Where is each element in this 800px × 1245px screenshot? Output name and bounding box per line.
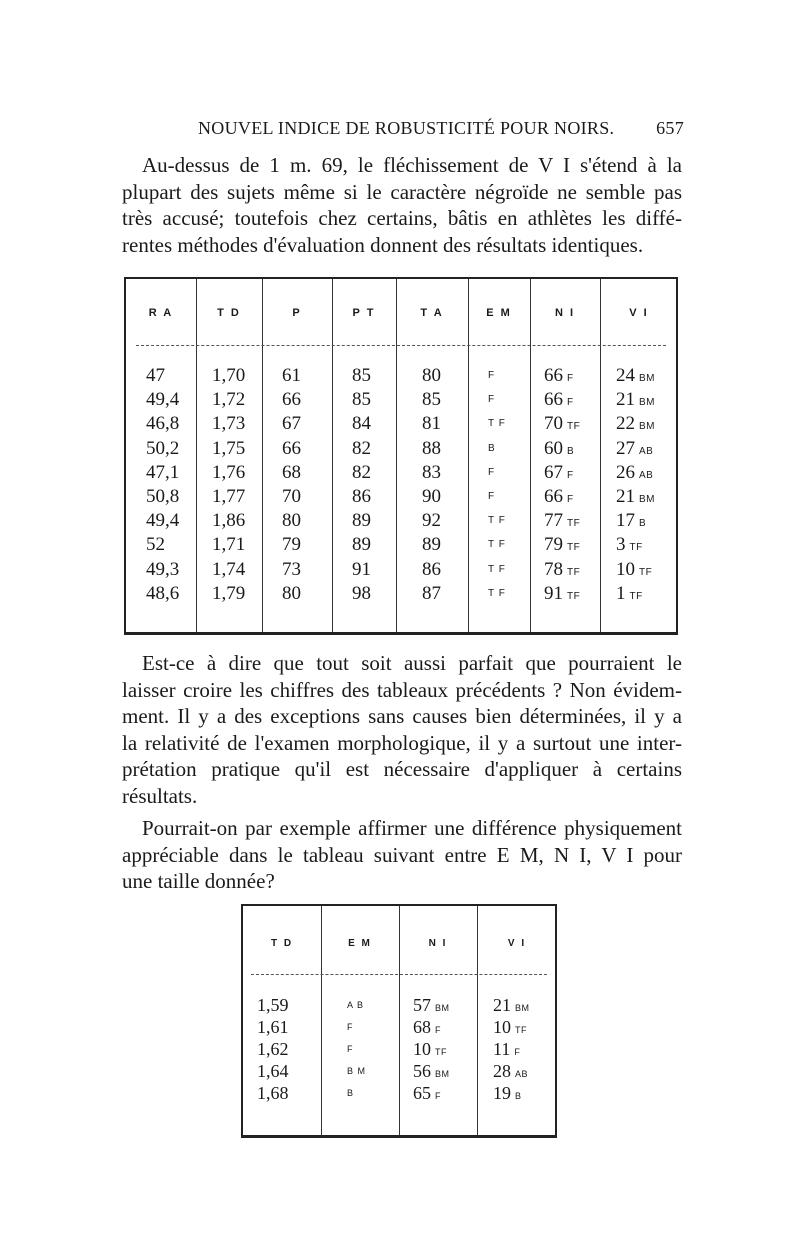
table-cell: 1,86 xyxy=(212,510,246,532)
column-header: T D xyxy=(217,307,241,319)
table-cell: T F xyxy=(488,418,506,430)
table-cell: 1,73 xyxy=(212,413,246,435)
table-cell: 78 TF xyxy=(544,558,581,580)
table-cell: F xyxy=(488,370,496,381)
table-cell: 22 BM xyxy=(616,413,655,435)
table-cell: 61 xyxy=(282,365,301,386)
table-cell: 91 xyxy=(352,558,371,580)
table-cell: 1,68 xyxy=(257,1083,289,1103)
table-cell: 11 F xyxy=(493,1039,521,1059)
table-cell: 21 BM xyxy=(493,995,530,1015)
table-cell: 68 F xyxy=(413,1017,441,1037)
table-cell: 49,4 xyxy=(146,510,180,532)
table-cell: 83 xyxy=(422,461,441,483)
paragraph-3 xyxy=(122,815,682,895)
column-divider xyxy=(468,279,469,632)
column-header: V I xyxy=(629,307,649,319)
header-rule xyxy=(136,345,666,346)
table-cell: 68 xyxy=(282,461,301,483)
table-cell: 1,76 xyxy=(212,461,246,483)
table-cell: 50,8 xyxy=(146,486,180,507)
table-cell: T F xyxy=(488,539,506,551)
column-divider xyxy=(396,279,397,632)
table-cell: 67 xyxy=(282,413,301,435)
column-divider xyxy=(262,279,263,632)
table-cell: T F xyxy=(488,587,506,599)
text-line: ment. Il y a des exceptions sans causes bien déterminées, il y a xyxy=(122,704,682,728)
column-divider xyxy=(600,279,601,632)
column-divider xyxy=(530,279,531,632)
column-divider xyxy=(196,279,197,632)
column-header: E M xyxy=(486,307,512,319)
table-cell: T F xyxy=(488,563,506,575)
table-cell: 46,8 xyxy=(146,413,180,435)
column-divider xyxy=(332,279,333,632)
table-cell: 1,71 xyxy=(212,534,246,556)
text-line: résultats. xyxy=(122,783,198,808)
table-cell: 21 BM xyxy=(616,486,655,507)
paragraph-2 xyxy=(122,650,682,809)
table-cell: 57 BM xyxy=(413,995,450,1015)
table-cell: 67 F xyxy=(544,461,574,483)
page-number: 657 xyxy=(656,118,684,138)
table-cell: 19 B xyxy=(493,1083,522,1103)
table-cell: 77 TF xyxy=(544,510,581,532)
table-cell: 73 xyxy=(282,558,301,580)
table-cell: 47 xyxy=(146,365,165,386)
table-cell: 85 xyxy=(352,389,371,411)
table-cell: 10 TF xyxy=(413,1039,447,1059)
table-cell: 86 xyxy=(422,558,441,580)
text-line: prétation pratique qu'il est nécessaire d'appliquer à certains xyxy=(122,757,682,781)
table-cell: 49,3 xyxy=(146,558,180,580)
table-cell: 3 TF xyxy=(616,534,643,556)
table-cell: 1,72 xyxy=(212,389,246,411)
table-cell: 82 xyxy=(352,461,371,483)
text-line: Est-ce à dire que tout soit aussi parfait que pourraient le xyxy=(142,651,682,675)
text-line: rentes méthodes d'évaluation donnent des résultats identiques. xyxy=(122,232,644,257)
table-cell: F xyxy=(488,394,496,406)
table-cell: 1,62 xyxy=(257,1039,289,1059)
table-cell: F xyxy=(488,491,496,502)
table-cell: 1,61 xyxy=(257,1017,289,1037)
column-header: T D xyxy=(270,938,294,949)
table-cell: 85 xyxy=(352,365,371,386)
table-cell: 80 xyxy=(422,365,441,386)
measurement-table xyxy=(124,277,678,635)
table-cell: 66 xyxy=(282,437,301,459)
table-cell: 65 F xyxy=(413,1083,441,1103)
table-cell: T F xyxy=(488,515,506,527)
table-cell: 70 xyxy=(282,486,301,507)
column-header: N I xyxy=(428,938,448,949)
running-title: NOUVEL INDICE DE ROBUSTICITÉ POUR NOIRS. xyxy=(198,118,615,138)
table-cell: 49,4 xyxy=(146,389,180,411)
paragraph-1 xyxy=(122,152,682,258)
text-line: Pourrait-on par exemple affirmer une différence physiquement xyxy=(142,816,682,840)
column-header: R A xyxy=(148,307,174,319)
table-cell: 79 TF xyxy=(544,534,581,556)
table-cell: 27 AB xyxy=(616,437,654,459)
table-cell: 89 xyxy=(422,534,441,556)
table-cell: 28 AB xyxy=(493,1061,529,1081)
table-cell: 1,74 xyxy=(212,558,246,580)
table-cell: 1,64 xyxy=(257,1061,289,1081)
text-line: appréciable dans le tableau suivant entre E M, N I, V I pour xyxy=(122,842,682,867)
table-cell: 26 AB xyxy=(616,461,654,483)
table-cell: 70 TF xyxy=(544,413,581,435)
table-cell: B M xyxy=(347,1066,367,1076)
table-cell: A B xyxy=(347,1000,365,1010)
table-cell: 80 xyxy=(282,582,301,604)
table-cell: F xyxy=(488,466,496,478)
table-cell: 10 TF xyxy=(616,558,653,580)
text-line: Au-dessus de 1 m. 69, le fléchissement de V I s'étend à la xyxy=(142,153,682,177)
column-header: P xyxy=(292,307,302,319)
table-cell: 87 xyxy=(422,582,441,604)
table-cell: 82 xyxy=(352,437,371,459)
table-cell: 66 xyxy=(282,389,301,411)
table-cell: 60 B xyxy=(544,437,575,459)
table-cell: 1,79 xyxy=(212,582,246,604)
table-cell: 90 xyxy=(422,486,441,507)
table-cell: 85 xyxy=(422,389,441,411)
table-cell: 81 xyxy=(422,413,441,435)
table-cell: 79 xyxy=(282,534,301,556)
table-cell: 80 xyxy=(282,510,301,532)
table-cell: 10 TF xyxy=(493,1017,527,1037)
column-header: V I xyxy=(507,938,527,949)
table-cell: 66 F xyxy=(544,389,574,411)
table-cell: 50,2 xyxy=(146,437,180,459)
table-cell: 91 TF xyxy=(544,582,581,604)
table-cell: 86 xyxy=(352,486,371,507)
table-cell: 66 F xyxy=(544,486,574,507)
table-cell: 88 xyxy=(422,437,441,459)
table-cell: 48,6 xyxy=(146,582,180,604)
table-cell: 21 BM xyxy=(616,389,655,411)
table-cell: 24 BM xyxy=(616,365,655,386)
table-cell: 1,75 xyxy=(212,437,246,459)
table-cell: 47,1 xyxy=(146,461,180,483)
table-cell: 1 TF xyxy=(616,582,643,604)
table-cell: F xyxy=(347,1044,354,1054)
column-header: N I xyxy=(554,307,576,319)
text-line: laisser croire les chiffres des tableaux précédents ? Non évidem- xyxy=(122,677,682,702)
column-header: E M xyxy=(348,938,372,949)
table-cell: 1,77 xyxy=(212,486,246,507)
table-cell: 52 xyxy=(146,534,165,556)
column-header: P T xyxy=(352,307,376,319)
table-cell: 1,70 xyxy=(212,365,246,386)
table-cell: 84 xyxy=(352,413,371,435)
column-header: T A xyxy=(420,307,444,319)
table-cell: 66 F xyxy=(544,365,574,386)
table-cell: 89 xyxy=(352,510,371,532)
text-line: très accusé; toutefois chez certains, bâtis en athlètes les diffé- xyxy=(122,206,682,230)
table-cell: 98 xyxy=(352,582,371,604)
table-cell: 56 BM xyxy=(413,1061,450,1081)
table-cell: B xyxy=(488,442,496,454)
table-cell: 1,59 xyxy=(257,995,289,1015)
table-cell: 17 B xyxy=(616,510,647,532)
text-line: plupart des sujets même si le caractère négroïde ne semble pas xyxy=(122,179,682,204)
table-cell: 92 xyxy=(422,510,441,532)
table-cell: 89 xyxy=(352,534,371,556)
text-line: la relativité de l'examen morphologique, il y a surtout une inter- xyxy=(122,730,682,755)
header-rule xyxy=(251,974,547,975)
table-cell: F xyxy=(347,1022,354,1032)
comparison-table xyxy=(241,904,557,1138)
text-line: une taille donnée? xyxy=(122,869,275,893)
table-cell: B xyxy=(347,1088,355,1098)
